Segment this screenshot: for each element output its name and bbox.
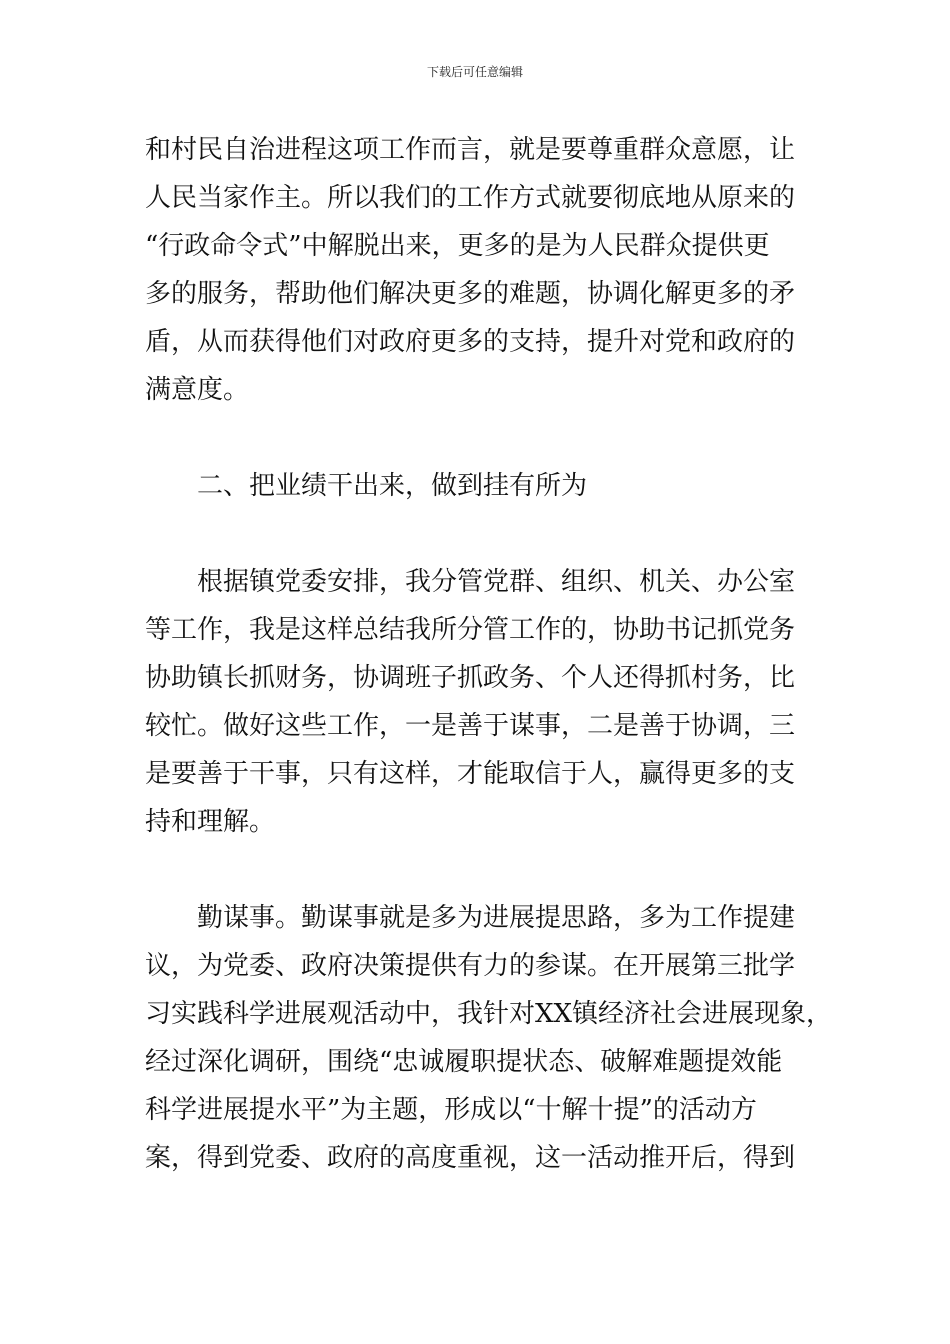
text-line: 根据镇党委安排，我分管党群、组织、机关、办公室 <box>197 567 796 597</box>
paragraph-1 <box>145 126 815 414</box>
document-body <box>145 126 833 1182</box>
text-line: 较忙。做好这些工作，一是善于谋事，二是善于协调，三 <box>145 711 796 741</box>
paragraph-4 <box>145 894 833 1182</box>
paragraph-spacer <box>145 414 815 462</box>
text-line: 多的服务，帮助他们解决更多的难题，协调化解更多的矛 <box>145 279 796 309</box>
paragraph-spacer <box>145 846 815 894</box>
text-line: 盾，从而获得他们对政府更多的支持，提升对党和政府的 <box>145 327 796 357</box>
text-line: 满意度。 <box>145 375 250 405</box>
paragraph-3 <box>145 558 815 846</box>
text-line: 是要善于干事，只有这样，才能取信于人，赢得更多的支 <box>145 759 796 789</box>
text-line: 和村民自治进程这项工作而言，就是要尊重群众意愿，让 <box>145 135 796 165</box>
text-line: 议，为党委、政府决策提供有力的参谋。在开展第三批学 <box>145 951 796 981</box>
page-header: 下载后可任意编辑 <box>426 65 523 79</box>
text-line: 科学进展提水平”为主题，形成以“十解十提”的活动方 <box>145 1095 757 1125</box>
text-line: 等工作，我是这样总结我所分管工作的，协助书记抓党务 <box>145 615 796 645</box>
text-line: 案，得到党委、政府的高度重视，这一活动推开后，得到 <box>145 1143 796 1173</box>
text-line: 勤谋事。勤谋事就是多为进展提思路，多为工作提建 <box>197 903 796 933</box>
text-line: 经过深化调研，围绕“忠诚履职提状态、破解难题提效能 <box>145 1047 783 1077</box>
text-line: 习实践科学进展观活动中，我针对XX镇经济社会进展现象， <box>145 999 833 1029</box>
paragraph-spacer <box>145 510 815 558</box>
heading-line: 二、把业绩干出来，做到挂有所为 <box>197 471 588 501</box>
text-line: 持和理解。 <box>145 807 276 837</box>
text-line: “行政命令式”中解脱出来，更多的是为人民群众提供更 <box>145 231 770 261</box>
text-line: 人民当家作主。所以我们的工作方式就要彻底地从原来的 <box>145 183 796 213</box>
section-heading <box>145 462 815 510</box>
text-line: 协助镇长抓财务，协调班子抓政务、个人还得抓村务，比 <box>145 663 796 693</box>
